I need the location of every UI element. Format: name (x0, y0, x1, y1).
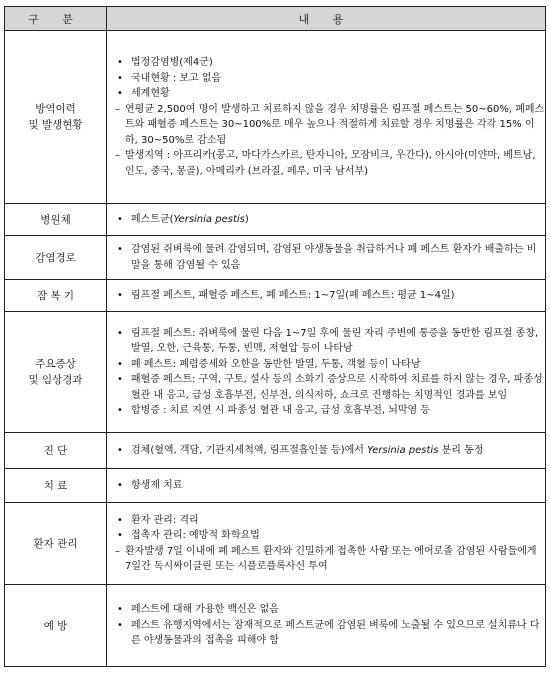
item-text-main: 감염된 쥐벼룩에 물려 감염되며, 감염된 야생동물을 취급하거나 폐 페스트 환자가 배출하는 비말을 통해 감염될 수 있음 (131, 244, 537, 271)
bullet-item (107, 242, 545, 273)
table-row (5, 236, 546, 280)
item-text (131, 71, 545, 87)
row-content (107, 585, 546, 667)
bullet-marker-icon: • (117, 604, 123, 616)
item-text (131, 242, 545, 273)
item-text-main: 페스트 유행지역에서는 잠재적으로 페스트균에 감염된 벼룩에 노출될 수 있으므로 설치류나 다른 야생동물과의 접촉을 피해야 함 (131, 619, 540, 647)
dash-item (107, 102, 545, 149)
row-content (107, 469, 546, 503)
item-text-main: 연평균 2,500여 명이 발생하고 치료하지 않을 경우 치명률은 림프절 페스트는 50~60%, 폐페스트와 패혈증 페스트는 30~100%로 매우 높으나 적절하게 치료할 경우 치명률은 각각 15% 이하, 30~50%로 감소됨 (125, 103, 545, 146)
table-row (5, 204, 546, 236)
table-body (5, 31, 546, 667)
row-category (5, 280, 107, 312)
bullet-marker-icon: • (117, 289, 123, 301)
item-text-main: 환자발생 7일 이내에 폐 페스트 환자와 긴밀하게 접촉한 사람 또는 에어로졸 감염된 사람들에게 7일간 독시싸이클린 또는 시플로플록사신 투여 (125, 545, 537, 572)
item-text (131, 326, 545, 357)
bullet-item (107, 212, 545, 228)
bullet-item (107, 528, 545, 544)
item-text (131, 478, 545, 494)
category-line: 및 임상경과 (28, 374, 83, 386)
item-text (125, 102, 545, 149)
table-row (5, 469, 546, 503)
row-category (5, 433, 107, 469)
row-category (5, 469, 107, 503)
row-category (5, 204, 107, 236)
item-text-main: 국내현황 : 보고 없음 (131, 72, 222, 84)
item-text-after: 분리 동정 (438, 444, 484, 456)
dash-marker-icon: – (115, 545, 120, 557)
table-header-row (5, 7, 546, 31)
row-content (107, 312, 546, 433)
bullet-marker-icon: • (117, 619, 123, 631)
bullet-marker-icon: • (117, 358, 123, 370)
table-row (5, 585, 546, 667)
item-text-main: 페스트균( (131, 213, 174, 225)
bullet-marker-icon: • (117, 479, 123, 491)
table-row (5, 280, 546, 312)
row-category (5, 312, 107, 433)
bullet-item (107, 71, 545, 87)
bullet-marker-icon: • (117, 530, 123, 541)
row-content (107, 503, 546, 585)
row-category (5, 31, 107, 204)
category-line: 주요증상 (35, 358, 76, 370)
category-line: 예 방 (43, 619, 68, 632)
item-text-main: 환자 관리: 격리 (131, 514, 199, 526)
category-line: 치 료 (43, 479, 68, 492)
bullet-marker-icon: • (117, 213, 123, 225)
bullet-marker-icon: • (117, 405, 123, 416)
item-text-main: 법정감염병(제4군) (131, 57, 213, 68)
dash-marker-icon: – (115, 103, 120, 115)
bullet-item (107, 618, 545, 649)
item-text-main: 발생지역 : 아프리카(콩고, 마다가스카르, 탄자니아, 모잠비크, 우간다), 아시아(미얀마, 베트남, 인도, 중국, 몽골), 아메리카 (브라질, 페루, 미국 남서부) (125, 150, 536, 177)
category-line: 잠 복 기 (36, 289, 75, 302)
row-category (5, 503, 107, 585)
item-text (131, 513, 545, 529)
bullet-item (107, 513, 545, 529)
item-text (131, 372, 545, 403)
header-content: 내 용 (107, 7, 546, 31)
item-text-main: 림프절 페스트, 패혈증 페스트, 폐 페스트: 1~7일(폐 페스트: 평균 1~4일) (131, 289, 455, 301)
item-text (131, 86, 545, 102)
item-text-main: 합병증 : 치료 지연 시 파종성 혈관 내 응고, 급성 호흡부전, 뇌막염 등 (131, 405, 431, 416)
item-text (131, 443, 545, 459)
bullet-marker-icon: • (117, 72, 123, 84)
item-text-main: 림프절 페스트: 쥐벼룩에 물린 다음 1~7일 후에 물린 자리 주변에 통증을 동반한 림프절 종창, 발열, 오한, 근육통, 두통, 빈맥, 저혈압 등이 나타남 (131, 327, 539, 354)
item-text-main: 폐 페스트: 폐렴증세와 오한을 동반한 발열, 두통, 객혈 등이 나타남 (131, 358, 421, 370)
bullet-item (107, 478, 545, 494)
bullet-item (107, 288, 545, 304)
item-text-main: 패혈증 페스트: 구역, 구토, 설사 등의 소화기 증상으로 시작하여 치료를 하지 않는 경우, 파종성 혈관 내 응고, 급성 호흡부전, 신부전, 의식저하, 쇼크로 진행하는 치명적인 경과를 보임 (131, 374, 543, 401)
item-text (131, 602, 545, 618)
dash-item (107, 148, 545, 179)
bullet-item (107, 86, 545, 102)
bullet-marker-icon: • (117, 244, 123, 255)
row-content (107, 433, 546, 469)
item-text (131, 528, 545, 544)
item-text (131, 212, 545, 228)
item-text-main: 항생제 치료 (131, 479, 183, 491)
item-text-main: 검체(혈액, 객담, 기관지세척액, 림프절흡인물 등)에서 (131, 444, 368, 456)
row-content (107, 31, 546, 204)
item-text (125, 544, 545, 575)
item-text-main: 접촉자 관리: 예방적 화학요법 (131, 530, 260, 541)
item-text (131, 403, 545, 419)
row-content (107, 236, 546, 280)
bullet-marker-icon: • (117, 57, 123, 68)
bullet-marker-icon: • (117, 327, 123, 339)
bullet-marker-icon: • (117, 514, 123, 526)
table-row (5, 433, 546, 469)
category-line: 및 발생현황 (28, 119, 83, 131)
table-row (5, 31, 546, 204)
bullet-item (107, 55, 545, 71)
category-line: 진 단 (43, 444, 68, 457)
item-text-after: ) (244, 213, 249, 225)
bullet-item (107, 443, 545, 459)
item-text (131, 618, 545, 649)
row-content (107, 280, 546, 312)
category-line: 환자 관리 (33, 537, 78, 550)
info-table (4, 6, 546, 667)
category-line: 병원체 (40, 213, 71, 226)
category-line: 방역이력 (35, 103, 76, 115)
row-category (5, 236, 107, 280)
bullet-item (107, 602, 545, 618)
bullet-item (107, 403, 545, 419)
item-text-italic: Yersinia pestis (173, 213, 245, 225)
bullet-marker-icon: • (117, 88, 123, 99)
bullet-marker-icon: • (117, 374, 123, 385)
item-text (131, 288, 545, 304)
item-text (131, 55, 545, 71)
bullet-marker-icon: • (117, 444, 123, 456)
dash-item (107, 544, 545, 575)
item-text (125, 148, 545, 179)
item-text-italic: Yersinia pestis (367, 444, 439, 456)
bullet-item (107, 357, 545, 373)
category-line: 감염경로 (35, 251, 76, 264)
dash-marker-icon: – (115, 150, 120, 161)
bullet-item (107, 326, 545, 357)
bullet-item (107, 372, 545, 403)
item-text (131, 357, 545, 373)
row-content (107, 204, 546, 236)
row-category (5, 585, 107, 667)
table-row (5, 312, 546, 433)
header-category: 구 분 (5, 7, 107, 31)
item-text-main: 페스트에 대해 가용한 백신은 없음 (131, 604, 279, 616)
table-row (5, 503, 546, 585)
item-text-main: 세계현황 (131, 88, 170, 99)
